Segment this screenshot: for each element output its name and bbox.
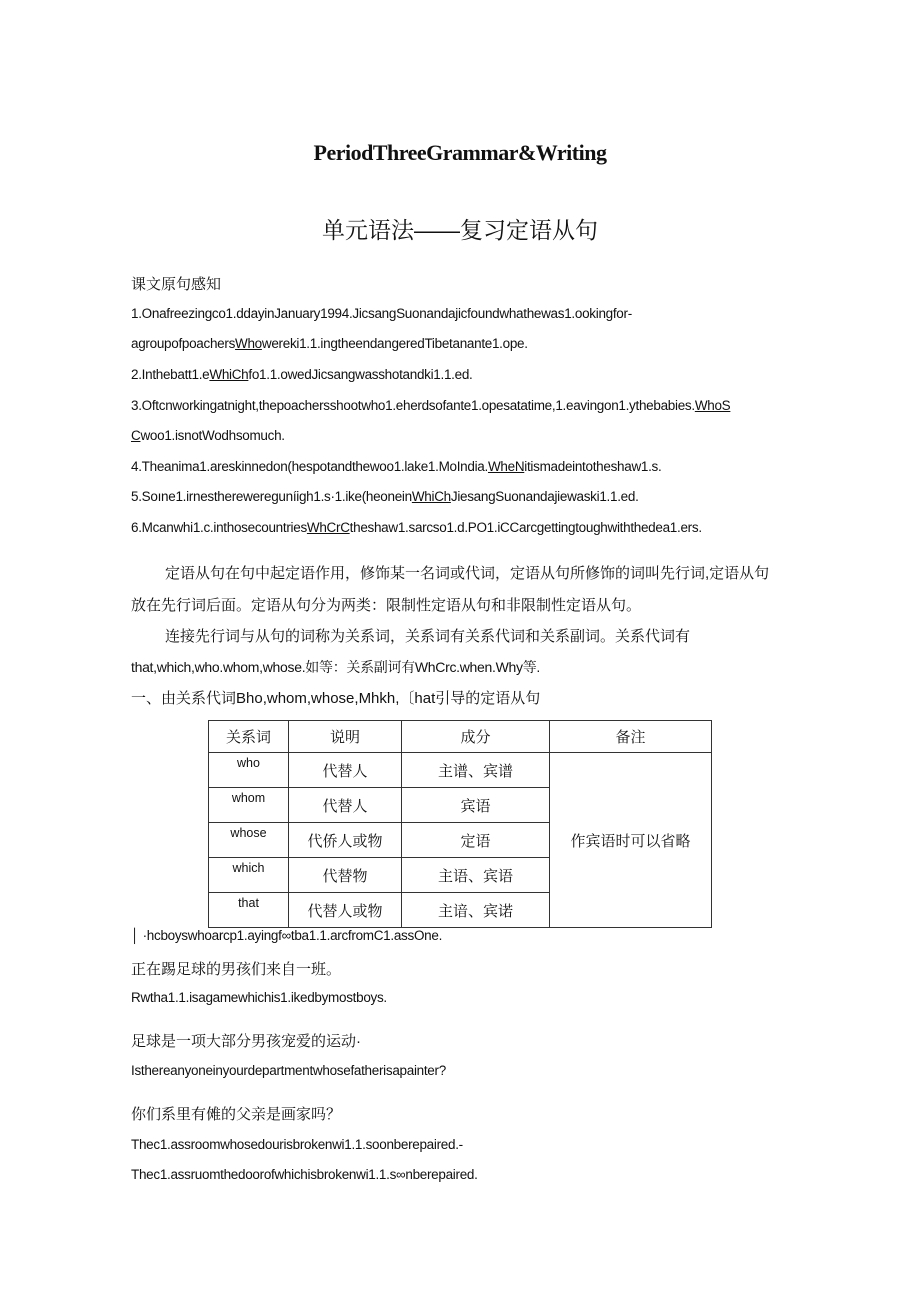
sentence-text: theshaw1.sarcso1.d.PO1.iCCarcgettingtoughwiththedea1.ers. bbox=[349, 520, 702, 535]
cell-desc: 代替人 bbox=[289, 788, 402, 823]
sentence-text: fo1.1.owedJicsangwasshotandki1.1.ed. bbox=[248, 367, 473, 382]
cell-desc: 代替人 bbox=[289, 753, 402, 788]
cell-word: which bbox=[209, 858, 289, 893]
example-sentence: Thec1.assruomthedoorofwhichisbrokenwi1.1.s∞nberepaired. bbox=[131, 1167, 478, 1182]
page-subtitle: 单元语法——复习定语从句 bbox=[322, 217, 598, 243]
page-title: PeriodThreeGrammar&Writing bbox=[313, 140, 607, 165]
example-sentence: Thec1.assroomwhosedourisbrokenwi1.1.soonberepaired.- bbox=[131, 1137, 463, 1152]
example-sentence: Rwtha1.1.isagamewhichis1.ikedbymostboys. bbox=[131, 990, 387, 1005]
paragraph-line: 连接先行词与从句的词称为关系词，关系词有关系代词和关系副词。关系代词有 bbox=[165, 628, 691, 645]
cell-role: 宾语 bbox=[402, 788, 550, 823]
paragraph-line: that,which,who.whom,whose.如等：关系副诃有WhCrc.when.Why等. bbox=[131, 659, 540, 675]
cell-word: whom bbox=[209, 788, 289, 823]
relative-pronoun-table bbox=[208, 720, 712, 928]
sentence-line bbox=[131, 428, 285, 443]
sentence-line bbox=[131, 367, 473, 382]
cell-word: that bbox=[209, 893, 289, 928]
sentence-line bbox=[131, 459, 661, 474]
sentence-text: 3.Oftcnworkingatnight,thepoachersshootwho1.eherdsofante1.opesatatime,1.eavingon1.ythebabies. bbox=[131, 398, 695, 413]
cell-desc: 代替物 bbox=[289, 858, 402, 893]
sentence-text: 6.Mcanwhi1.c.inthosecountries bbox=[131, 520, 307, 535]
sentence-line bbox=[131, 398, 730, 413]
underlined-relative-word: WheN bbox=[487, 459, 525, 474]
cell-desc: 代替人或物 bbox=[289, 893, 402, 928]
sentence-line bbox=[131, 489, 639, 504]
underlined-relative-word: WhiCh bbox=[209, 367, 249, 382]
sentence-line bbox=[131, 336, 528, 351]
cell-role: 主谱、宾谱 bbox=[402, 753, 550, 788]
sentence-text: woo1.isnotWodhsomuch. bbox=[140, 428, 285, 443]
underlined-relative-word: WhiCh bbox=[411, 489, 451, 504]
sentence-text: 2.Inthebatt1.e bbox=[131, 367, 210, 382]
sentence-line bbox=[131, 306, 632, 321]
sentence-text: agroupofpoachers bbox=[131, 336, 236, 351]
section-heading: 一、由关系代词Bho,whom,whose,Mhkh,〔hat引导的定语从句 bbox=[131, 690, 541, 707]
cell-role: 主谙、宾诺 bbox=[402, 893, 550, 928]
paragraph-line: 定语从句在句中起定语作用，修饰某一名词或代词，定语从句所修饰的词叫先行词,定语从句 bbox=[165, 565, 770, 582]
table-row bbox=[209, 753, 712, 788]
cell-note: 作宾语时可以省略 bbox=[550, 753, 712, 928]
header-cell: 说明 bbox=[289, 721, 402, 753]
underlined-relative-word: Who bbox=[235, 336, 262, 351]
header-cell: 成分 bbox=[402, 721, 550, 753]
underlined-relative-word: WhCrC bbox=[306, 520, 350, 535]
example-translation: 足球是一项大部分男孩宠爱的运动· bbox=[131, 1033, 361, 1050]
cell-word: whose bbox=[209, 823, 289, 858]
cell-role: 定语 bbox=[402, 823, 550, 858]
sentence-text: 1.Onafreezingco1.ddayinJanuary1994.JicsangSuonandajicfoundwhathewas1.ookingfor- bbox=[131, 306, 632, 321]
underlined-relative-word: C bbox=[131, 428, 141, 443]
example-sentence: │ ·hcboyswhoarcp1.ayingf∞tba1.1.arcfromC1.assOne. bbox=[131, 928, 443, 943]
cell-desc: 代侨人或物 bbox=[289, 823, 402, 858]
example-translation: 正在踢足球的男孩们来自一班。 bbox=[131, 961, 342, 978]
cell-word: who bbox=[209, 753, 289, 788]
underlined-relative-word: WhoS bbox=[694, 398, 731, 413]
sentence-text: wereki1.1.ingtheendangeredTibetanante1.ope. bbox=[261, 336, 528, 351]
example-translation: 你们系里有傩的父亲是画家吗？ bbox=[131, 1106, 342, 1123]
table-header-row bbox=[209, 721, 712, 753]
sentence-text: 4.Theanima1.areskinnedon(hespotandthewoo1.lake1.MoIndia. bbox=[131, 459, 488, 474]
header-cell: 关系词 bbox=[209, 721, 289, 753]
sentence-text: itismadeintotheshaw1.s. bbox=[524, 459, 662, 474]
header-cell: 备注 bbox=[550, 721, 712, 753]
cell-role: 主语、宾语 bbox=[402, 858, 550, 893]
paragraph-line: 放在先行词后面。定语从句分为两类：限制性定语从句和非限制性定语从句。 bbox=[131, 597, 642, 614]
example-sentence: Isthereanyoneinyourdepartmentwhosefatherisapainter? bbox=[131, 1063, 446, 1078]
sentence-text: JiesangSuonandajiewaski1.1.ed. bbox=[450, 489, 639, 504]
sentence-text: 5.Soıne1.irnestherewereguníigh1.s·1.ike(heonein bbox=[131, 489, 412, 504]
section-label: 课文原句感知 bbox=[131, 276, 222, 293]
sentence-line bbox=[131, 520, 702, 535]
